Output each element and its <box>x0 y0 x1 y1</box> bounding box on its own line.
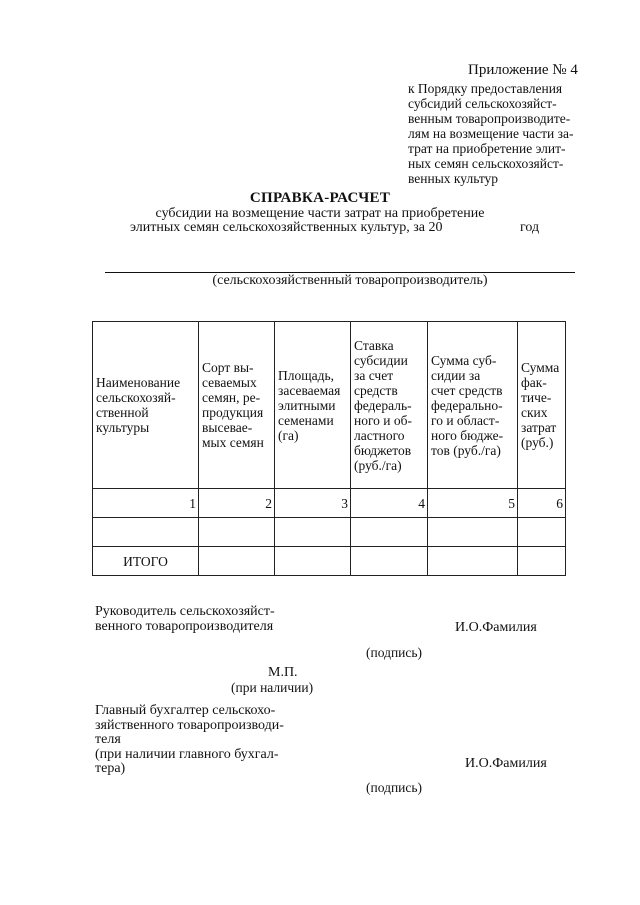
table-row <box>93 518 566 547</box>
column-number: 5 <box>428 489 518 518</box>
header-line: затрат <box>521 420 557 435</box>
header-line: тиче- <box>521 390 552 405</box>
table-cell <box>199 518 275 547</box>
total-label: ИТОГО <box>93 547 199 576</box>
appendix-number: Приложение № 4 <box>468 62 578 78</box>
signature1-caption: (подпись) <box>366 645 423 660</box>
table-cell <box>428 518 518 547</box>
header-line: средств <box>354 382 398 398</box>
signature-line: венного товаропроизводителя <box>95 619 274 634</box>
header-line: фак- <box>521 375 547 390</box>
header-line: элитными <box>278 397 336 413</box>
header-cell-crop-name <box>93 322 199 489</box>
signature2-caption: (подпись) <box>366 780 423 795</box>
header-line: семенами <box>278 412 334 428</box>
header-line: семян, ре- <box>202 390 261 405</box>
appendix-line: венным товаропроизводите- <box>408 111 571 126</box>
header-line: Наименование <box>96 375 181 390</box>
header-line: севаемых <box>202 375 257 390</box>
header-line: федераль- <box>354 397 412 413</box>
header-line: засеваемая <box>278 382 341 398</box>
signature1-title <box>95 604 305 634</box>
table-cell <box>275 547 351 576</box>
header-line: сидии за <box>431 367 481 383</box>
signature-line: зяйственного товаропроизводи- <box>95 717 284 733</box>
column-number: 3 <box>275 489 351 518</box>
header-line: сельскохозяй- <box>96 390 176 405</box>
column-number: 4 <box>351 489 428 518</box>
header-line: мых семян <box>202 435 264 450</box>
signature2-title <box>95 704 305 777</box>
document-title: СПРАВКА-РАСЧЕТ <box>249 190 391 206</box>
producer-caption: (сельскохозяйственный товаропроизводитель) <box>212 273 488 288</box>
header-line: ного и об- <box>354 412 413 428</box>
header-line: (руб.) <box>521 435 554 450</box>
header-line: бюджетов <box>354 442 412 458</box>
table-cell <box>351 547 428 576</box>
header-line: ластного <box>354 427 405 443</box>
stamp-label: М.П. <box>268 665 298 680</box>
header-line: продукция <box>202 405 264 420</box>
appendix-line: к Порядку предоставления <box>408 81 563 96</box>
table-cell <box>428 547 518 576</box>
header-line: го и област- <box>431 412 500 428</box>
signature-line: тера) <box>95 761 126 776</box>
document-subtitle-line2: элитных семян сельскохозяйственных культур, за 20 <box>130 220 443 235</box>
header-line: счет средств <box>431 382 503 398</box>
header-line: Сумма <box>521 360 560 375</box>
appendix-line: субсидий сельскохозяйст- <box>408 96 557 111</box>
header-cell-subsidy-rate <box>351 322 428 489</box>
header-line: культуры <box>96 420 150 435</box>
header-line: (га) <box>278 427 299 443</box>
appendix-line: венных культур <box>408 171 499 186</box>
header-line: субсидии <box>354 352 408 368</box>
table-header-row <box>93 322 566 489</box>
header-line: ственной <box>96 405 149 420</box>
stamp-note: (при наличии) <box>231 680 314 695</box>
signature-line: Главный бухгалтер сельскохо- <box>95 703 276 718</box>
calculation-table <box>92 321 566 576</box>
table-cell <box>199 547 275 576</box>
header-cell-seed-variety <box>199 322 275 489</box>
table-cell <box>275 518 351 547</box>
table-cell <box>518 547 566 576</box>
signature1-name: И.О.Фамилия <box>455 620 537 635</box>
header-line: Ставка <box>354 337 394 353</box>
subtitle-year-word: год <box>520 220 540 235</box>
header-line: Сумма суб- <box>431 352 497 368</box>
table-cell <box>93 518 199 547</box>
column-number: 1 <box>93 489 199 518</box>
appendix-line: трат на приобретение элит- <box>408 141 566 156</box>
appendix-line: ных семян сельскохозяйст- <box>408 156 564 171</box>
header-line: высевае- <box>202 420 253 435</box>
header-line: федерально- <box>431 397 503 413</box>
signature-line: теля <box>95 732 121 747</box>
appendix-line: лям на возмещение части за- <box>408 126 574 141</box>
header-line: за счет <box>354 367 394 383</box>
document-subtitle-line1: субсидии на возмещение части затрат на приобретение <box>155 206 485 221</box>
header-line: ного бюдже- <box>431 427 504 443</box>
signature-line: Руководитель сельскохозяйст- <box>95 604 275 619</box>
header-cell-area <box>275 322 351 489</box>
signature-line: (при наличии главного бухгал- <box>95 746 279 762</box>
header-cell-actual-costs <box>518 322 566 489</box>
appendix-reference <box>408 81 598 186</box>
header-line: тов (руб./га) <box>431 442 501 458</box>
column-number: 6 <box>518 489 566 518</box>
header-cell-subsidy-sum <box>428 322 518 489</box>
table-total-row <box>93 547 566 576</box>
header-line: ских <box>521 405 548 420</box>
table-cell <box>518 518 566 547</box>
header-line: (руб./га) <box>354 457 402 473</box>
header-line: Сорт вы- <box>202 360 254 375</box>
table-cell <box>351 518 428 547</box>
column-number: 2 <box>199 489 275 518</box>
table-number-row <box>93 489 566 518</box>
header-line: Площадь, <box>278 367 335 383</box>
signature2-name: И.О.Фамилия <box>465 756 547 771</box>
